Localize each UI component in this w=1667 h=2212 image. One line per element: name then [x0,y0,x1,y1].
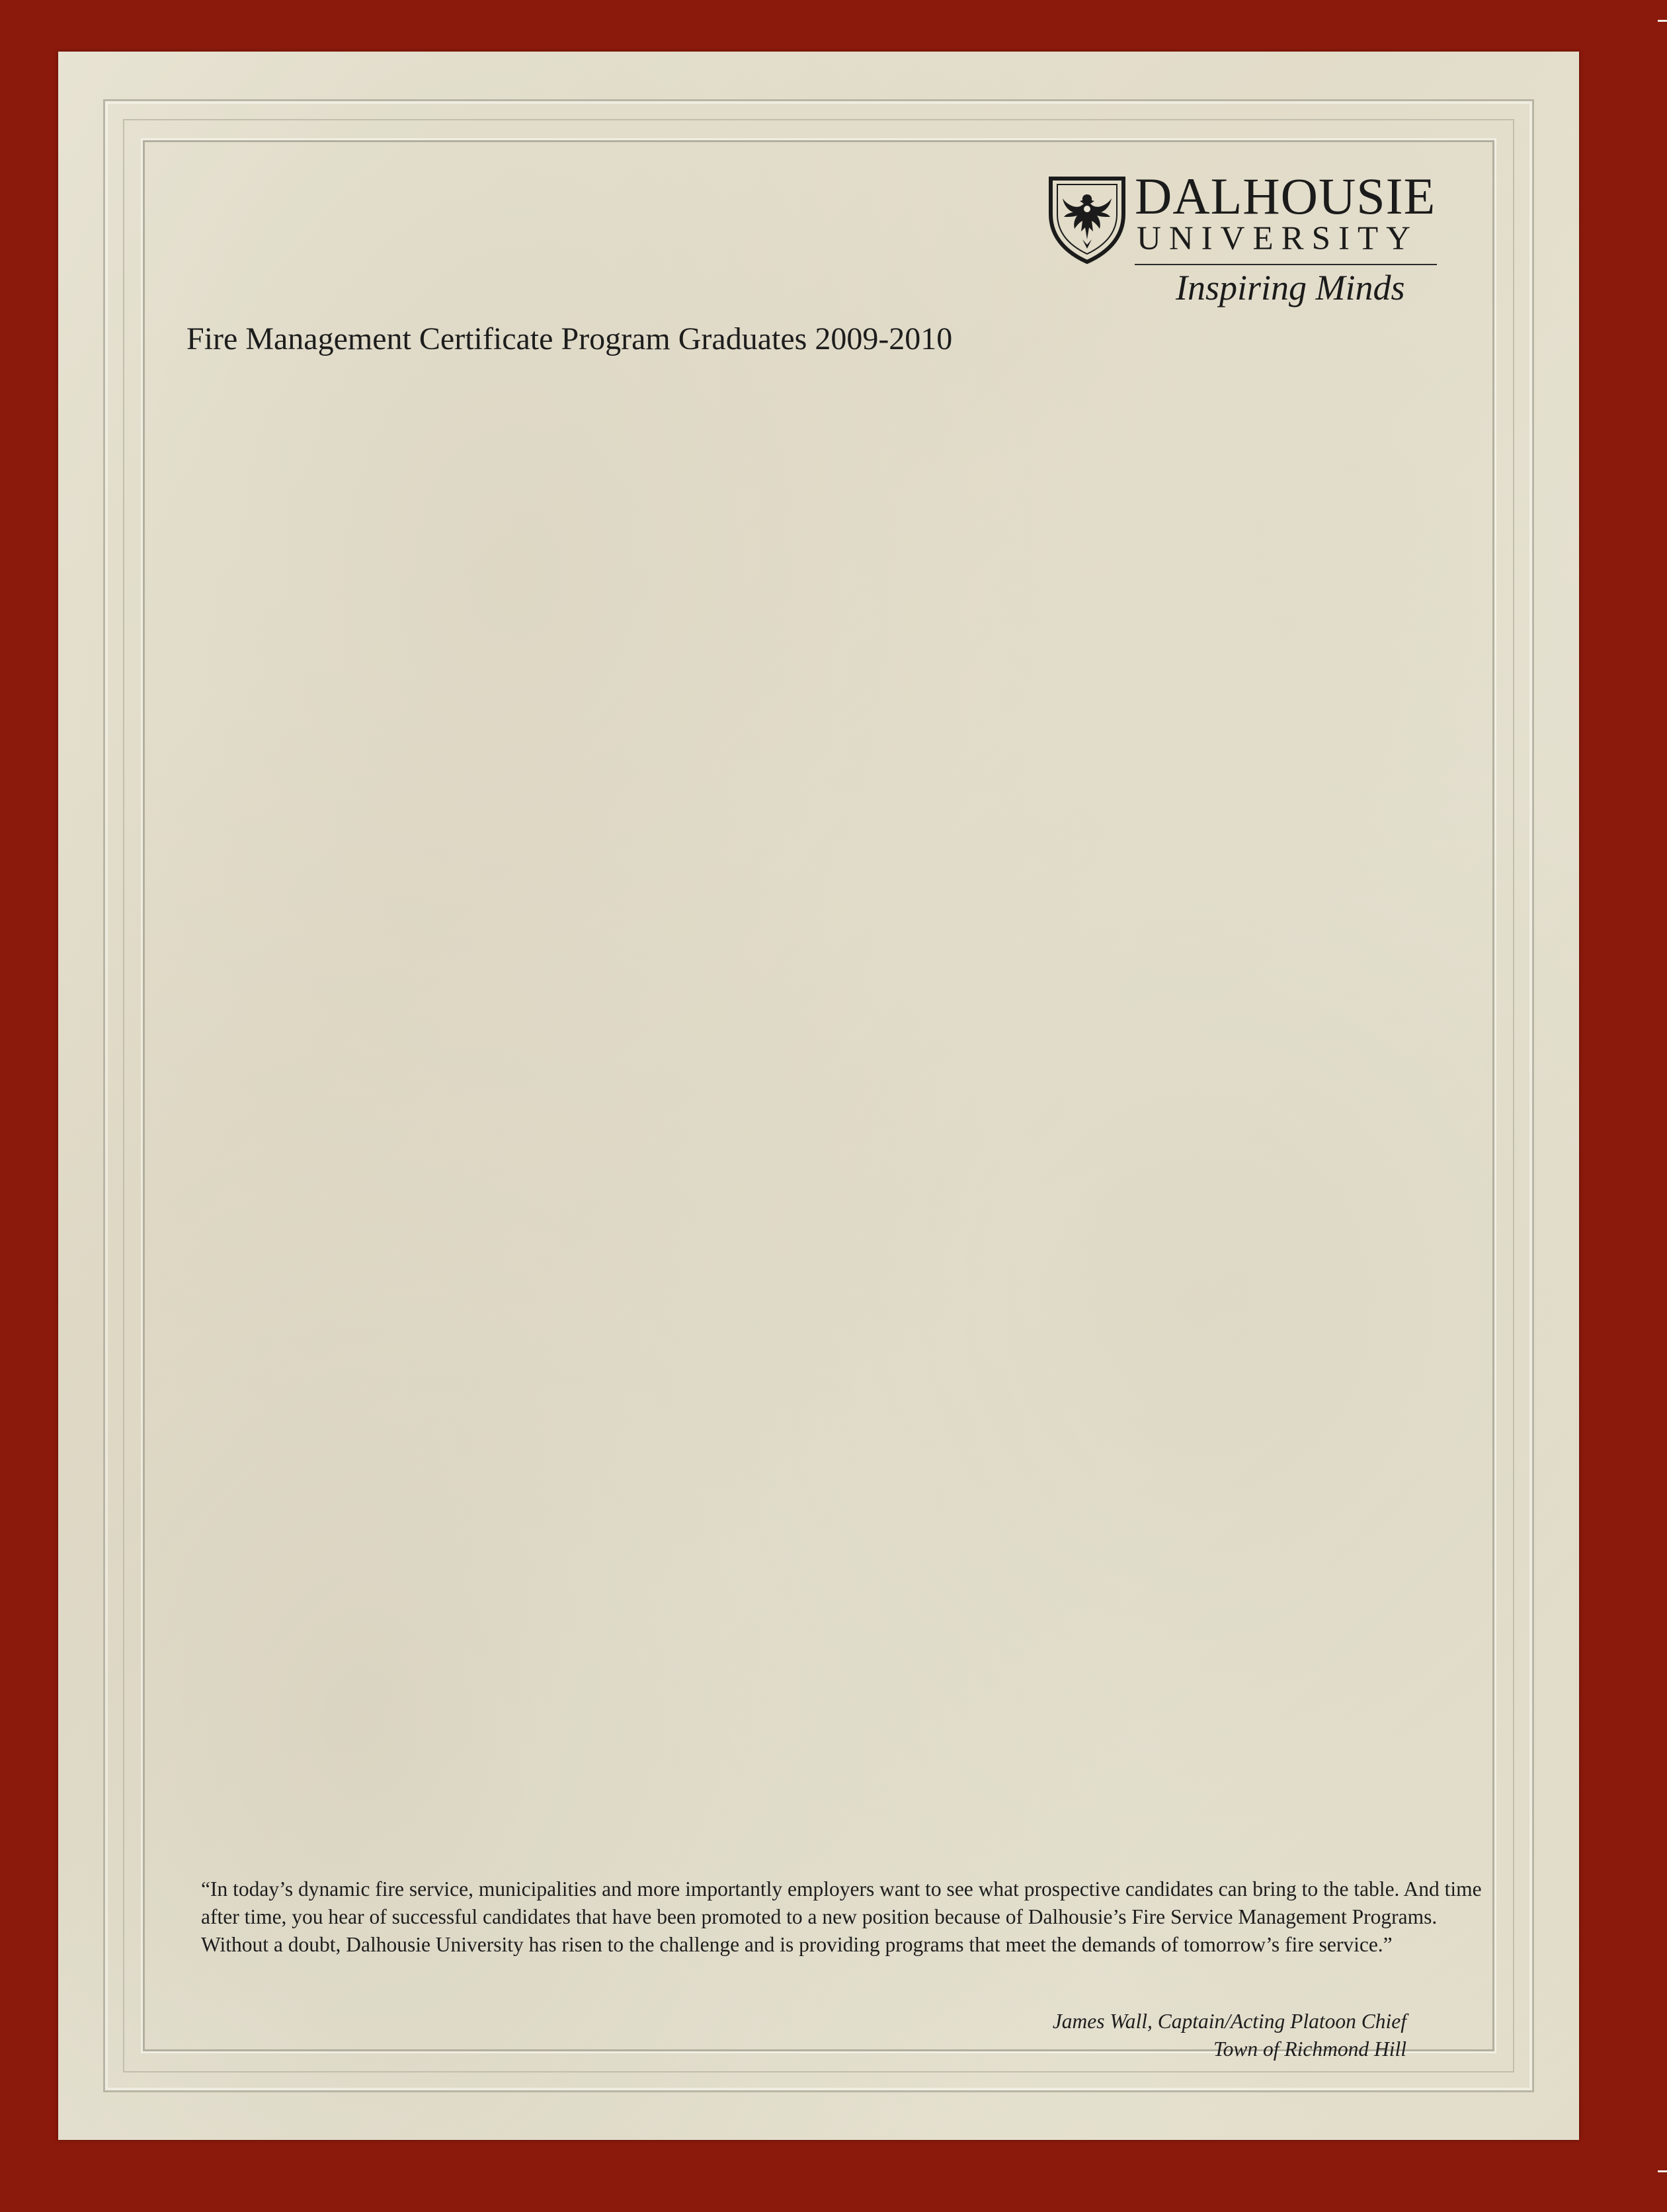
page-title: Fire Management Certificate Program Graduates 2009-2010 [186,321,953,356]
dalhousie-shield-crest-icon [1048,176,1126,265]
testimonial-organization: Town of Richmond Hill [1213,2037,1406,2061]
testimonial-attribution [1053,2008,1406,2063]
logo-divider [1135,264,1437,265]
testimonial-author: James Wall, Captain/Acting Platoon Chief [1052,2010,1406,2033]
crop-mark-bottom [1658,2170,1667,2172]
certificate-page [58,52,1579,2140]
testimonial-quote: “In today’s dynamic fire service, municipalities and more importantly employers want to see what prospective candidates can bring to the table. And time after time, you hear of successful candidates that have been promoted to a new position because of Dalhousie’s Fire Service Management Programs. Without a doubt, Dalhousie University has risen to the challenge and is providing programs that meet the demands of tomorrow’s fire service.” [201,1877,1482,1956]
dalhousie-logo [1048,167,1445,361]
decorative-frame-inner [143,140,1494,2051]
logo-tagline: Inspiring Minds [1176,268,1405,307]
crop-mark-top [1658,20,1667,22]
logo-subtitle: UNIVERSITY [1137,220,1418,257]
logo-wordmark: DALHOUSIE [1135,167,1436,225]
